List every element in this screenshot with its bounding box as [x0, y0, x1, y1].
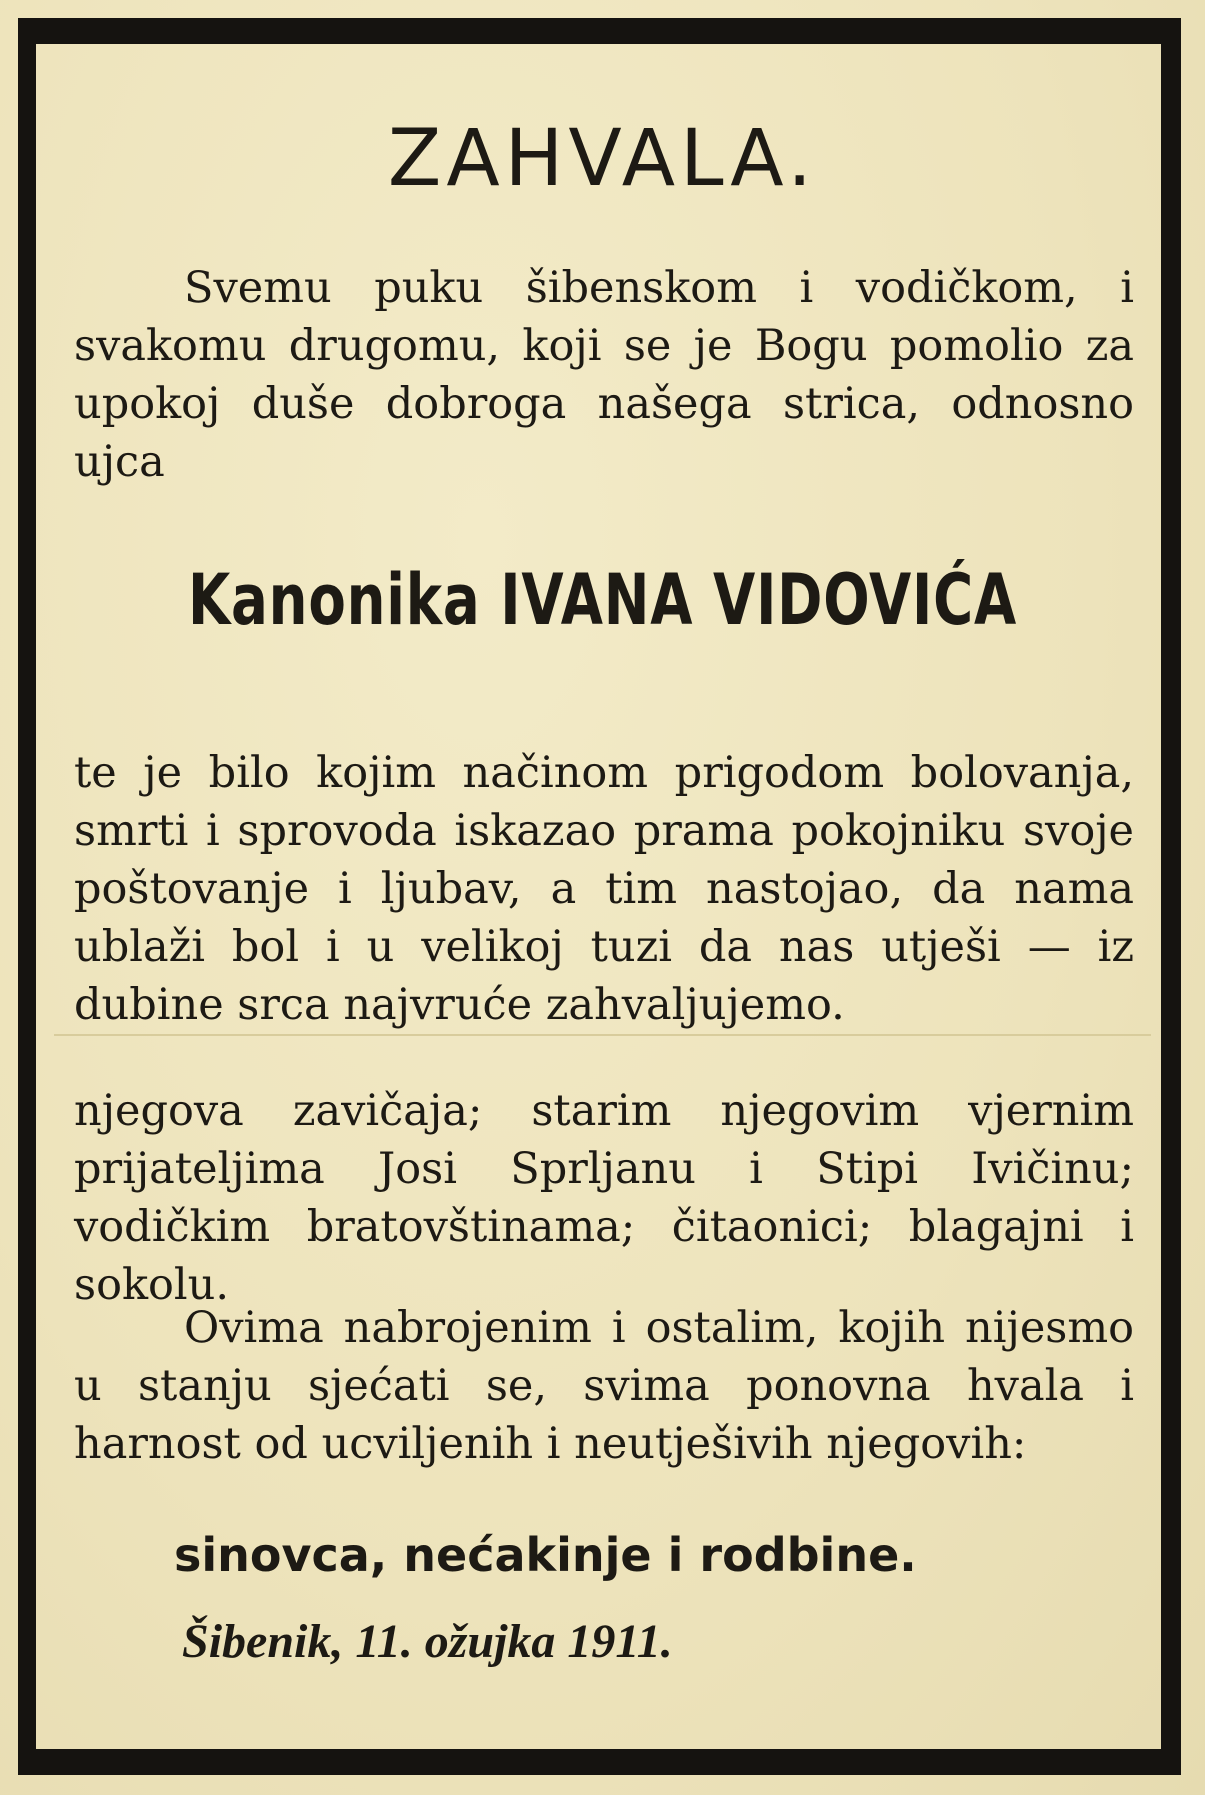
signature-line: sinovca, nećakinje i rodbine. — [174, 1528, 917, 1582]
acknowledgements-paragraph-text: njegova zavičaja; starim njegovim vjernim prijateljima Josi Sprljanu i Stipi Ivičinu; vodičkim bratovštinama; čitaonici; blagajni i sokolu. — [74, 1086, 1134, 1310]
opening-paragraph-text: Svemu puku šibenskom i vodičkom, i svakomu drugomu, koji se je Bogu pomolio za upokoj duše dobroga našega strica, odnosno ujca — [74, 263, 1134, 487]
closing-paragraph-text: Ovima nabrojenim i ostalim, kojih nijesmo u stanju sjećati se, svima ponovna hvala i harnost od ucviljenih i neutješivih njegovih: — [74, 1303, 1134, 1469]
deceased-name: Kanonika IVANA VIDOVIĆA — [187, 559, 1018, 641]
notice-content — [54, 44, 1151, 1734]
place-date-line: Šibenik, 11. ožujka 1911. — [182, 1615, 673, 1668]
notice-title: ZAHVALA. — [387, 114, 818, 204]
gratitude-paragraph-text: te je bilo kojim načinom prigodom bolovanja, smrti i sprovoda iskazao prama pokojniku svoje poštovanje i ljubav, a tim nastojao, da nama ublaži bol i u velikoj tuzi da nas utješi — iz dubine srca najvruće zahvaljujemo. — [74, 748, 1134, 1030]
closing-paragraph — [74, 1299, 1134, 1473]
opening-paragraph — [74, 259, 1134, 491]
acknowledgements-paragraph — [74, 1082, 1134, 1314]
clipping-seam — [54, 1034, 1151, 1036]
gratitude-paragraph — [74, 744, 1134, 1034]
